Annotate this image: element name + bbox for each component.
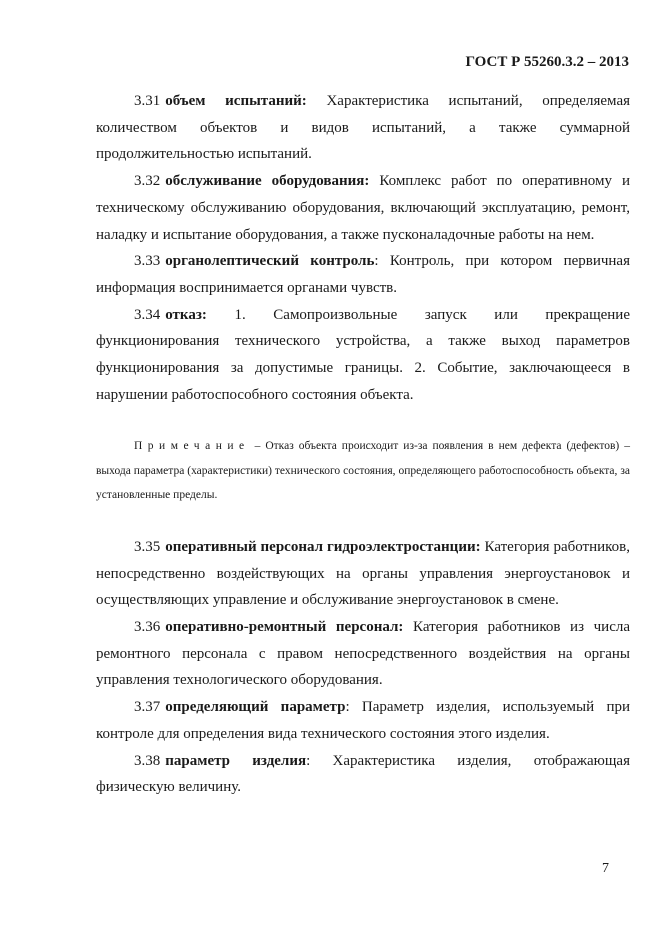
note-label: Примечание bbox=[134, 440, 250, 453]
entry-term: параметр изделия bbox=[165, 752, 307, 769]
definition-entry bbox=[96, 302, 630, 409]
entry-number: 3.32 bbox=[134, 173, 161, 190]
entry-text: 1. Самопроизвольные запуск или прекращение функционирования технического устройства, а также выход параметров функционирования за допустимые границы. 2. Событие, заключающееся в нарушении работоспособного состояния объекта. bbox=[96, 306, 630, 403]
definition-entry bbox=[96, 168, 630, 248]
entry-number: 3.33 bbox=[134, 253, 161, 270]
entry-text: Характеристика испытаний, определяемая количеством объектов и видов испытаний, а также суммарной продолжительностью испытаний. bbox=[96, 93, 630, 163]
entry-number: 3.37 bbox=[134, 699, 161, 716]
entry-text: Комплекс работ по оперативному и техническому обслуживанию оборудования, включающий эксплуатацию, ремонт, наладку и испытание оборудования, а также пусконаладочные работы на нем. bbox=[96, 173, 630, 243]
document-body bbox=[96, 88, 630, 801]
entry-term: оперативный персонал гидроэлектростанции: bbox=[165, 538, 481, 555]
entry-term: отказ: bbox=[165, 306, 207, 323]
note-text: – Отказ объекта происходит из-за появления в нем дефекта (дефектов) – выхода параметра (характеристики) технического состояния, определяющего работоспособность объекта, за установленные пределы. bbox=[96, 440, 630, 502]
definition-entry bbox=[96, 748, 630, 801]
entry-number: 3.36 bbox=[134, 619, 161, 636]
entry-text: : Контроль, при котором первичная информация воспринимается органами чувств. bbox=[96, 253, 630, 296]
definition-entry bbox=[96, 88, 630, 168]
definition-entry bbox=[96, 614, 630, 694]
entry-text: : Параметр изделия, используемый при контроле для определения вида технического состояния этого изделия. bbox=[96, 699, 631, 742]
entry-number: 3.34 bbox=[134, 306, 161, 323]
entry-number: 3.38 bbox=[134, 752, 161, 769]
entry-text: : Характеристика изделия, отображающая физическую величину. bbox=[96, 752, 630, 796]
document-header: ГОСТ Р 55260.3.2 – 2013 bbox=[465, 54, 629, 70]
entry-text: Категория работников, непосредственно воздействующих на органы управления энергоустановок и осуществляющих управление и обслуживание энергоустановок в смене. bbox=[96, 538, 631, 609]
entry-text: Категория работников из числа ремонтного персонала с правом непосредственного воздействия на органы управления технологического оборудования. bbox=[96, 619, 630, 689]
entry-number: 3.35 bbox=[134, 538, 161, 555]
definition-entry bbox=[96, 248, 630, 301]
definition-entry bbox=[96, 694, 630, 747]
entry-number: 3.31 bbox=[134, 93, 161, 109]
entry-term: объем испытаний: bbox=[165, 93, 307, 109]
entry-term: органолептический контроль bbox=[165, 253, 375, 270]
entry-term: определяющий параметр bbox=[165, 699, 346, 716]
definition-entry bbox=[96, 534, 630, 614]
entry-term: оперативно-ремонтный персонал: bbox=[165, 619, 404, 636]
note-block bbox=[96, 434, 630, 508]
entry-term: обслуживание оборудования: bbox=[165, 173, 370, 190]
page-number: 7 bbox=[602, 861, 609, 876]
